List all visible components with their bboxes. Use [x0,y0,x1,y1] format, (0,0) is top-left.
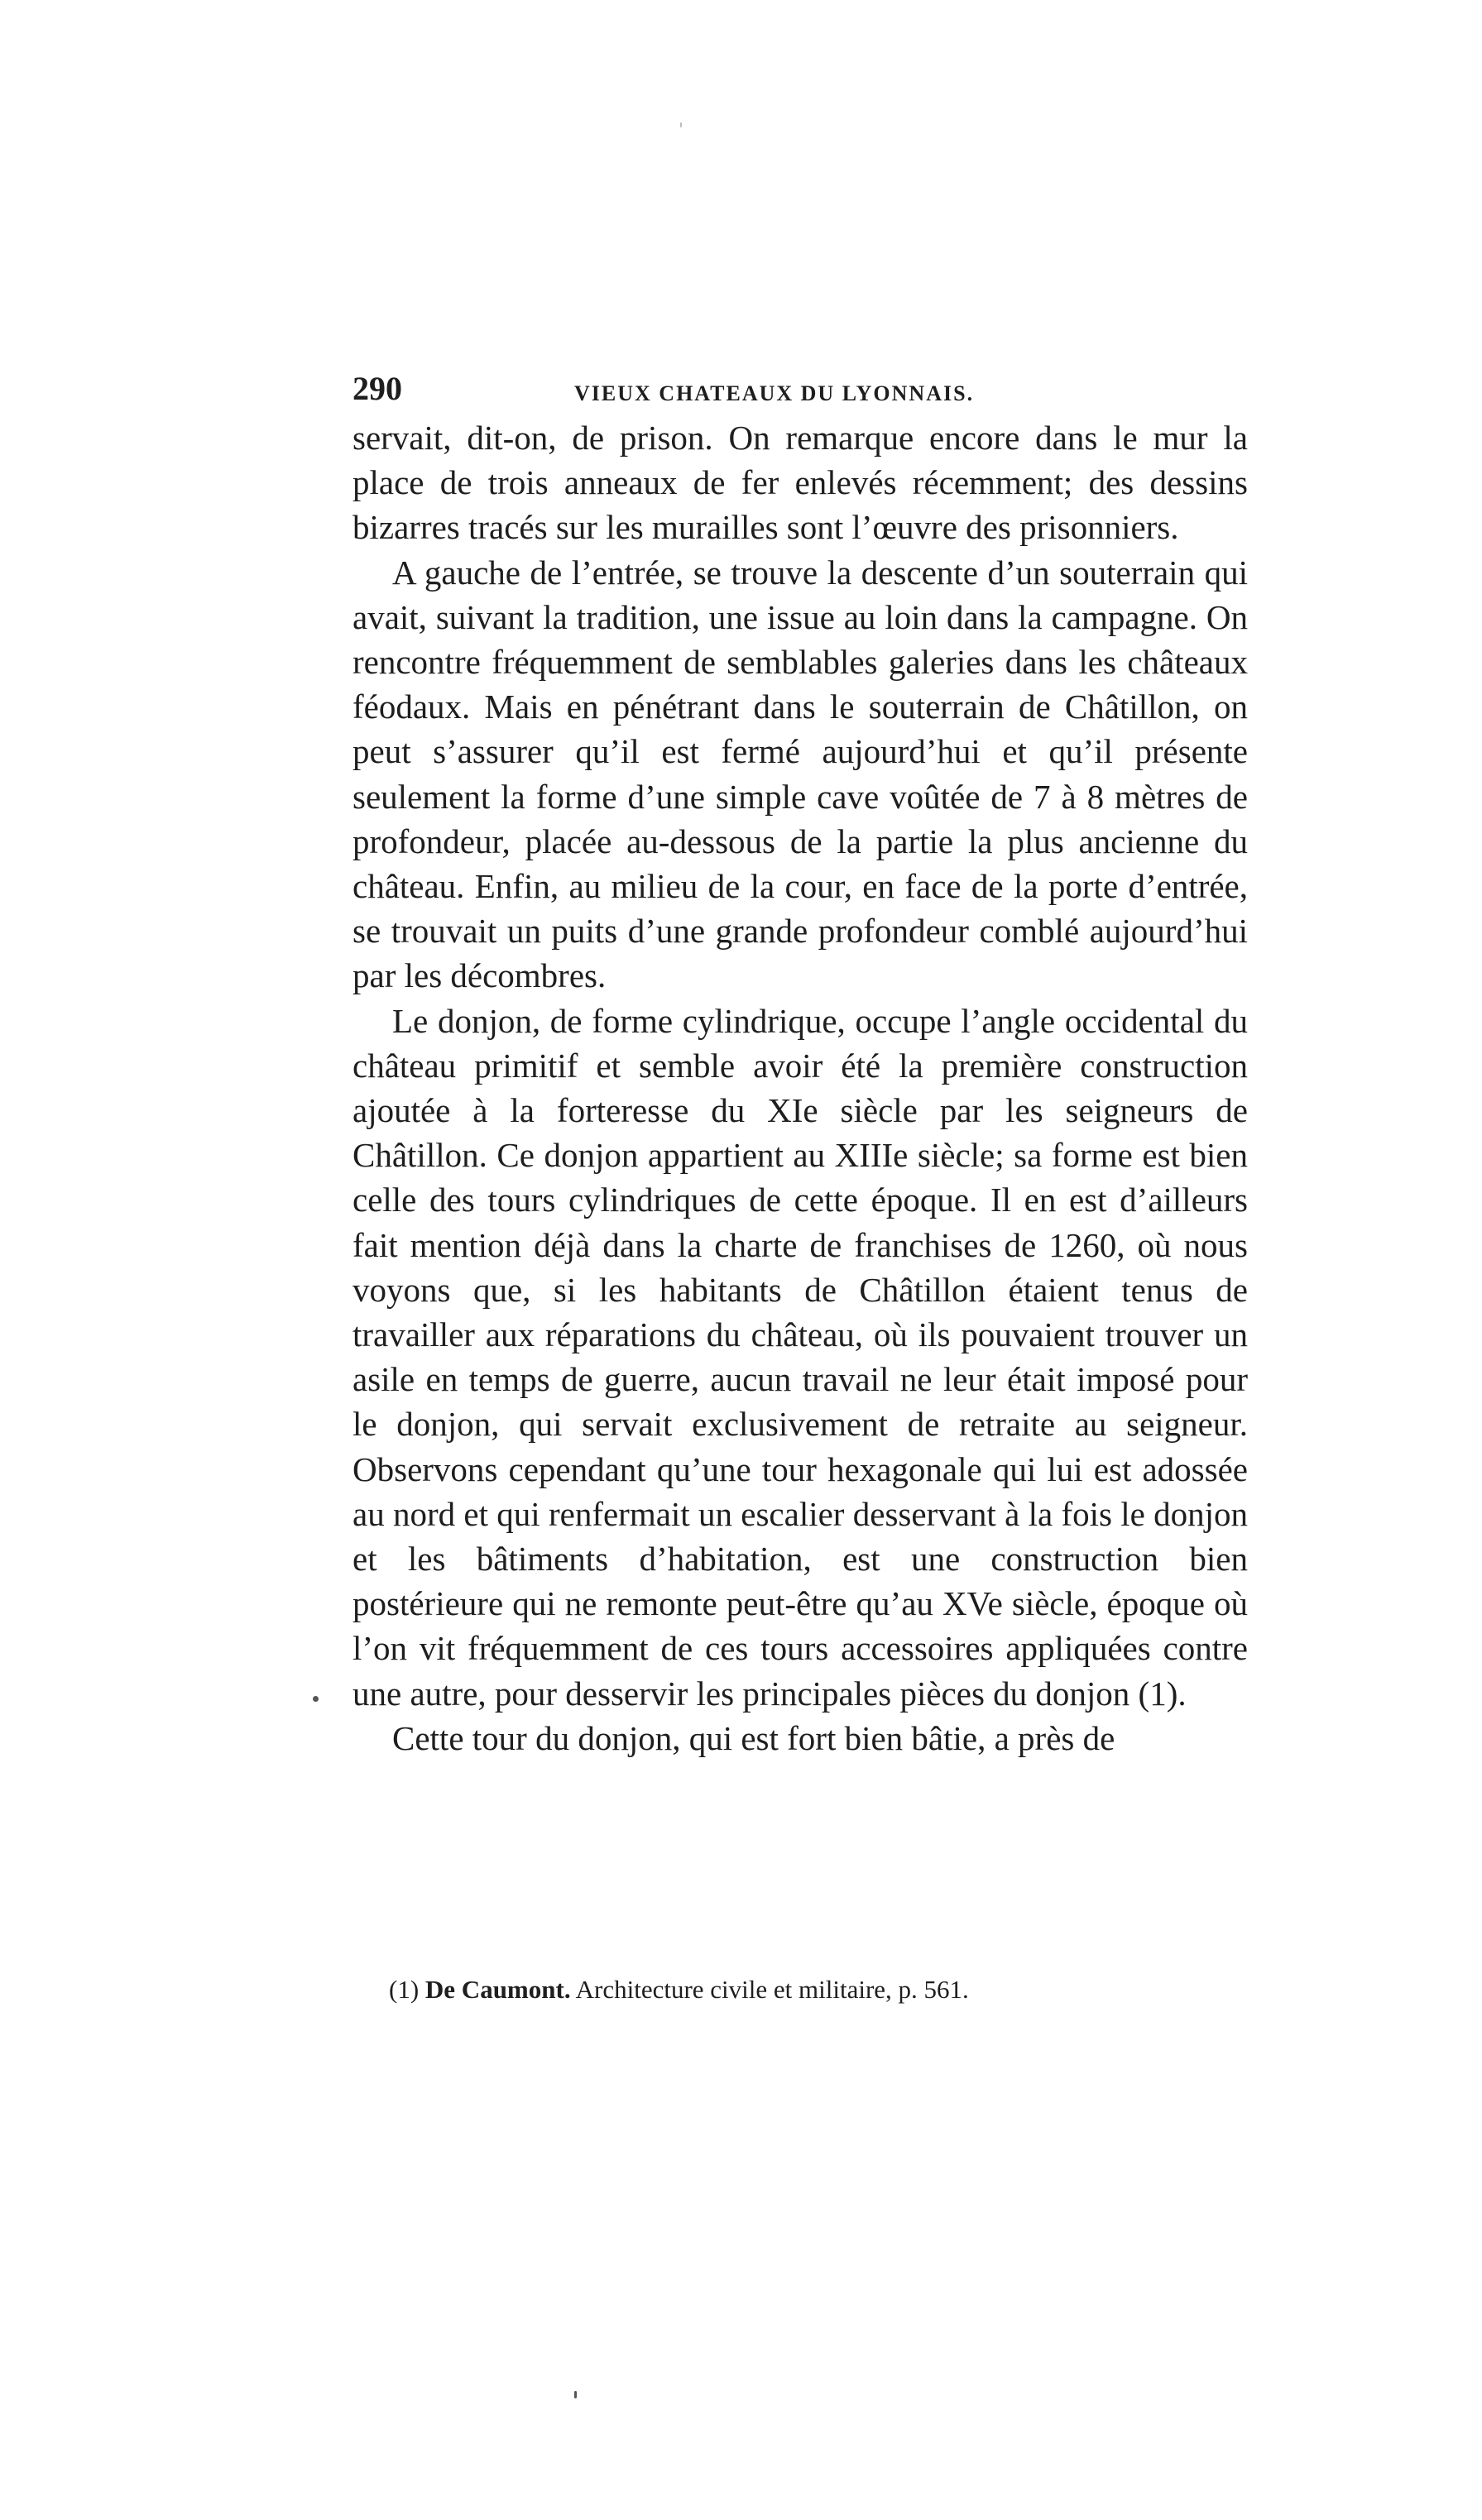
footnote-marker: (1) [389,1975,420,2004]
footnote-author: De Caumont. [424,1975,571,2004]
footnote-text: Architecture civile et militaire, p. 561. [575,1975,969,2004]
footnote [389,1971,1249,2008]
ink-speck [680,122,682,127]
paragraph-continuation: servait, dit-on, de prison. On remarque encore dans le mur la place de trois anneaux de fer enlevés récemment; des dessins bizarres tracés sur les murailles sont l’œuvre des prisonniers. [353,419,1248,547]
page-header [353,364,1014,414]
ink-speck [313,1696,319,1702]
paragraph-souterrain: A gauche de l’entrée, se trouve la descente d’un souterrain qui avait, suivant la tradition, une issue au loin dans la campagne. On rencontre fréquemment de semblables galeries dans les châteaux féodaux. Mais en pénétrant dans le souterrain de Châtillon, on peut s’assurer qu’il est fermé aujourd’hui et qu’il présente seulement la forme d’une simple cave voûtée de 7 à 8 mètres de profondeur, placée au-dessous de la partie la plus ancienne du château. Enfin, au milieu de la cour, en face de la porte d’entrée, se trouvait un puits d’une grande profondeur comblé aujourd’hui par les décombres. [353,553,1248,995]
running-title: VIEUX CHATEAUX DU LYONNAIS. [574,381,975,405]
page-number: 290 [353,370,402,407]
paragraph-tour-du-donjon: Cette tour du donjon, qui est fort bien bâtie, a près de [392,1718,1115,1757]
body-text [353,415,1248,1761]
ink-speck [574,2391,577,2398]
paragraph-donjon: Le donjon, de forme cylindrique, occupe l’angle occidental du château primitif et semble avoir été la première construction ajoutée à la forteresse du XIe siècle par les seigneurs de Châtillon. Ce donjon appartient au XIIIe siècle; sa forme est bien celle des tours cylindriques de cette époque. Il en est d’ailleurs fait mention déjà dans la charte de franchises de 1260, où nous voyons que, si les habitants de Châtillon étaient tenus de travailler aux réparations du château, où ils pouvaient trouver un asile en temps de guerre, aucun travail ne leur était imposé pour le donjon, qui servait exclusivement de retraite au seigneur. Observons cependant qu’une tour hexagonale qui lui est adossée au nord et qui renfermait un escalier desservant à la fois le donjon et les bâtiments d’habitation, est une construction bien postérieure qui ne remonte peut-être qu’au XVe siècle, époque où l’on vit fréquemment de ces tours accessoires appliquées contre une autre, pour desservir les principales pièces du donjon (1). [353,1001,1248,1713]
